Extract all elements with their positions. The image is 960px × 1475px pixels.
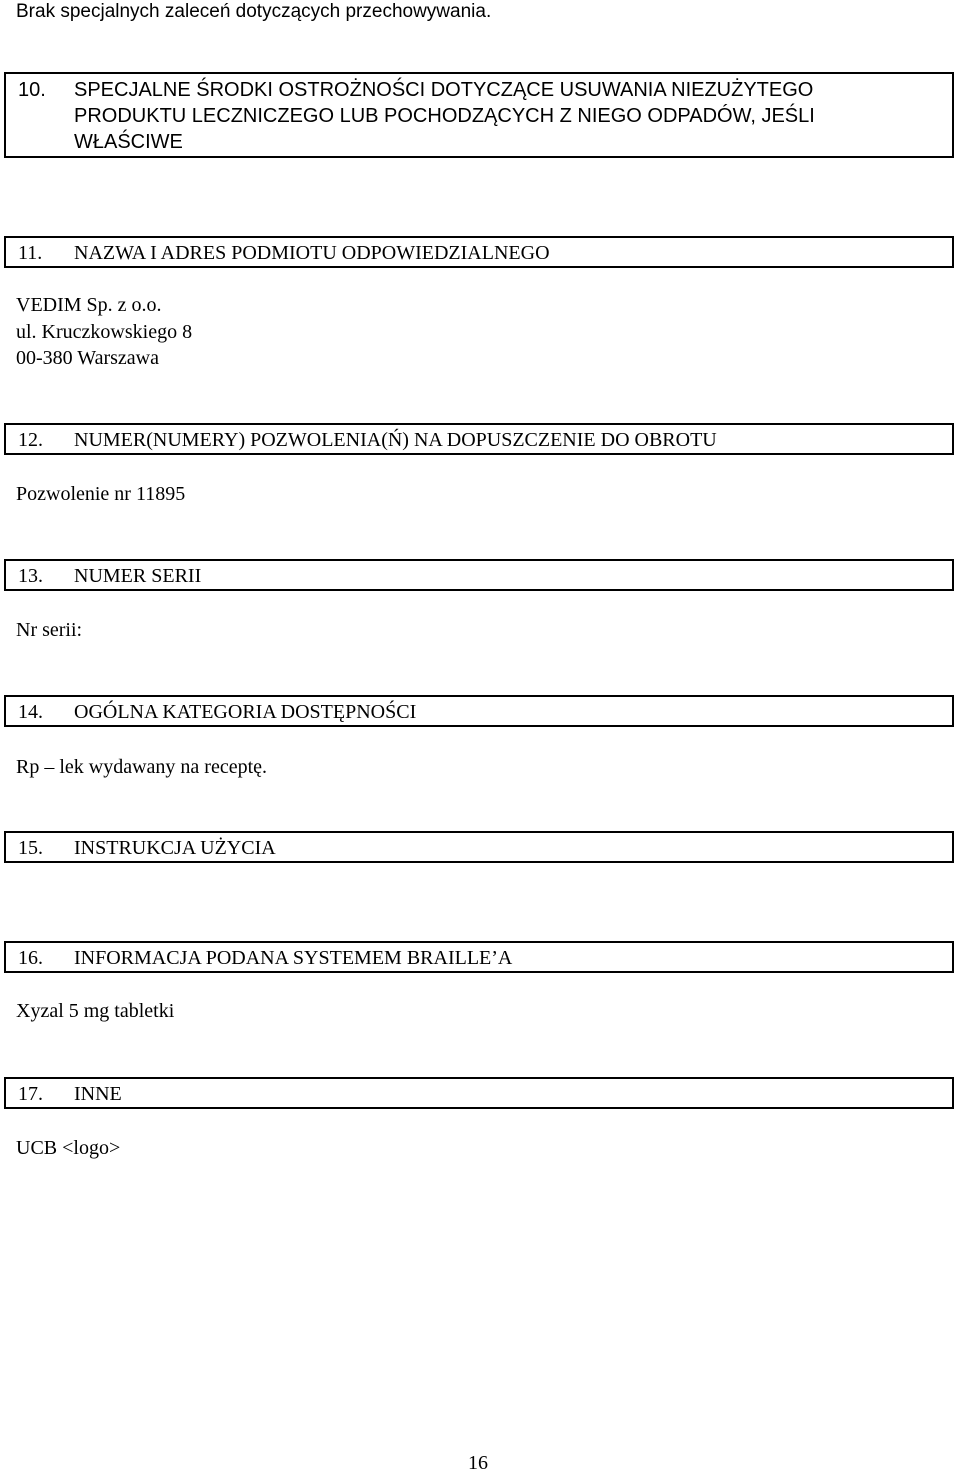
section-title: NUMER SERII — [74, 565, 202, 587]
section-title-line-3: WŁAŚCIWE — [74, 131, 183, 153]
company-city: 00-380 Warszawa — [16, 347, 159, 369]
other-info: UCB <logo> — [16, 1137, 121, 1159]
permit-number: Pozwolenie nr 11895 — [16, 483, 186, 505]
braille-text: Xyzal 5 mg tabletki — [16, 1000, 175, 1022]
section-title-line-1: SPECJALNE ŚRODKI OSTROŻNOŚCI DOTYCZĄCE USUWANIA NIEZUŻYTEGO — [74, 79, 814, 101]
section-12-header — [4, 423, 954, 455]
section-number: 11. — [18, 242, 43, 264]
section-number: 15. — [18, 837, 43, 859]
storage-note: Brak specjalnych zaleceń dotyczących przechowywania. — [16, 1, 492, 22]
section-number: 17. — [18, 1083, 43, 1105]
section-13-header — [4, 559, 954, 591]
section-title-line-2: PRODUKTU LECZNICZEGO LUB POCHODZĄCYCH Z NIEGO ODPADÓW, JEŚLI — [74, 105, 815, 127]
batch-number-label: Nr serii: — [16, 619, 83, 641]
section-title: OGÓLNA KATEGORIA DOSTĘPNOŚCI — [74, 701, 417, 723]
section-17-header — [4, 1077, 954, 1109]
section-title: INNE — [74, 1083, 122, 1105]
section-title: INSTRUKCJA UŻYCIA — [74, 837, 276, 859]
company-name: VEDIM Sp. z o.o. — [16, 294, 162, 316]
section-number: 12. — [18, 429, 43, 451]
section-number: 13. — [18, 565, 43, 587]
section-title: NAZWA I ADRES PODMIOTU ODPOWIEDZIALNEGO — [74, 242, 550, 264]
section-title: INFORMACJA PODANA SYSTEMEM BRAILLE’A — [74, 947, 513, 969]
company-street: ul. Kruczkowskiego 8 — [16, 321, 193, 343]
section-11-header — [4, 236, 954, 268]
section-title: NUMER(NUMERY) POZWOLENIA(Ń) NA DOPUSZCZENIE DO OBROTU — [74, 429, 717, 451]
section-15-header — [4, 831, 954, 863]
page-number: 16 — [468, 1452, 488, 1474]
section-16-header — [4, 941, 954, 973]
section-10-header — [4, 72, 954, 158]
availability-category: Rp – lek wydawany na receptę. — [16, 756, 268, 778]
section-number: 16. — [18, 947, 43, 969]
section-14-header — [4, 695, 954, 727]
section-number: 14. — [18, 701, 43, 723]
section-number: 10. — [18, 79, 46, 101]
